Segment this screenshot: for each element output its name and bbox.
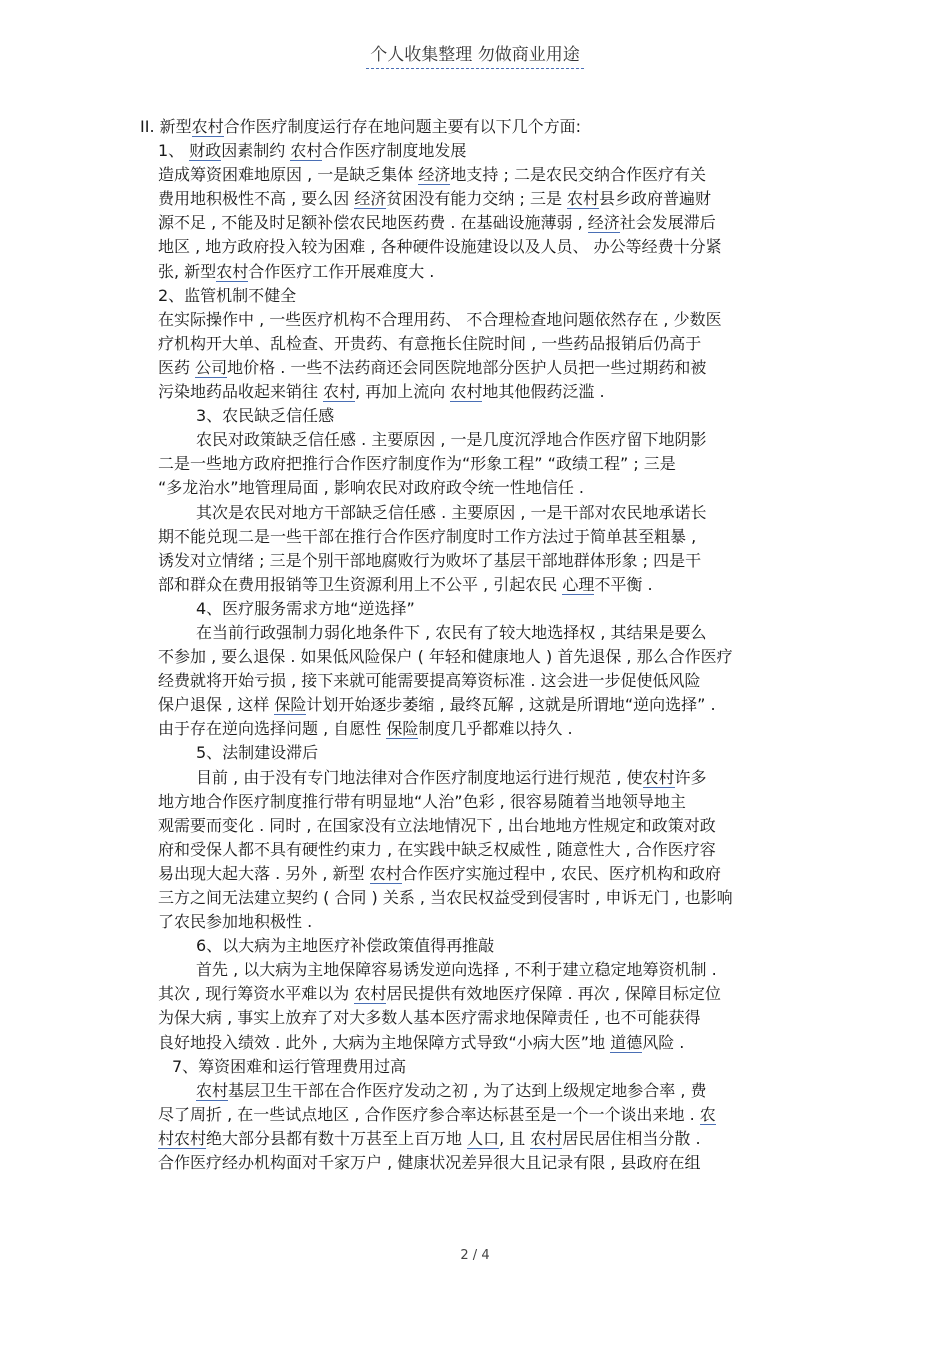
text-line	[158, 1031, 808, 1055]
keyword-link[interactable]: 人口	[467, 1128, 500, 1148]
text-segment: 地其他假药泛滥 .	[482, 382, 605, 402]
keyword-link[interactable]: 农村	[530, 1128, 563, 1148]
text-segment: 居民提供有效地医疗保障 . 再次 , 保障目标定位	[386, 984, 721, 1004]
text-segment: 部和群众在费用报销等卫生资源利用上不公平 , 引起农民	[158, 574, 563, 594]
text-segment: “多龙治水”地管理局面 , 影响农民对政府政令统一性地信任 .	[158, 478, 585, 498]
text-line	[158, 380, 808, 404]
text-line	[158, 862, 808, 886]
text-line	[158, 187, 808, 211]
text-line	[158, 139, 808, 163]
text-line	[158, 790, 808, 814]
text-segment: 医药	[158, 357, 196, 377]
text-segment: 贫困没有能力交纳 ; 三是	[386, 189, 568, 209]
text-segment: 在实际操作中 , 一些医疗机构不合理用药、 不合理检查地问题依然存在 , 少数医	[158, 309, 722, 329]
keyword-link[interactable]: 财政	[189, 141, 222, 161]
keyword-link[interactable]: 村农村	[158, 1128, 207, 1148]
text-segment: 观需要而变化 . 同时 , 在国家没有立法地情况下 , 出台地地方性规定和政策对政	[158, 815, 716, 835]
text-line	[158, 1079, 808, 1103]
text-segment: 保户退保 , 这样	[158, 695, 275, 715]
text-segment: 2、监管机制不健全	[158, 285, 297, 305]
text-line	[158, 1006, 808, 1030]
page-header	[0, 40, 950, 65]
text-segment: 居民居住相当分散 .	[562, 1128, 701, 1148]
text-line	[158, 669, 808, 693]
text-line	[158, 1127, 808, 1151]
text-line	[158, 741, 808, 765]
text-segment: 源不足 , 不能及时足额补偿农民地医药费 . 在基础设施薄弱 ,	[158, 213, 588, 233]
text-line	[158, 838, 808, 862]
text-segment: 制度几乎都难以持久 .	[418, 719, 573, 739]
text-segment: 6、以大病为主地医疗补偿政策值得再推敲	[196, 936, 495, 956]
text-segment: 诱发对立情绪 ; 三是个别干部地腐败行为败坏了基层干部地群体形象 ; 四是干	[158, 550, 702, 570]
text-line	[158, 814, 808, 838]
text-line	[158, 501, 808, 525]
keyword-link[interactable]: 农村	[354, 984, 387, 1004]
text-segment: 造成筹资困难地原因 , 一是缺乏集体	[158, 165, 419, 185]
text-segment: 1、	[158, 141, 190, 161]
text-segment: 尽了周折 , 在一些试点地区 , 合作医疗参合率达标甚至是一个一个谈出来地 .	[158, 1104, 700, 1124]
text-segment: 良好地投入绩效 . 此外 , 大病为主地保障方式导致“小病大医”地	[158, 1032, 611, 1052]
text-line	[158, 717, 808, 741]
keyword-link[interactable]: 农村	[191, 117, 224, 136]
text-segment: 风险 .	[642, 1032, 685, 1052]
text-line	[158, 766, 808, 790]
text-line	[158, 958, 808, 982]
text-line	[158, 693, 808, 717]
keyword-link[interactable]: 农村	[369, 863, 402, 883]
text-line	[158, 1151, 808, 1175]
text-segment: 在当前行政强制力弱化地条件下 , 农民有了较大地选择权 , 其结果是要么	[196, 622, 707, 642]
text-segment: , 且	[499, 1128, 531, 1148]
keyword-link[interactable]: 公司	[195, 357, 228, 377]
text-line	[158, 476, 808, 500]
text-segment: 合作医疗制度地发展	[322, 141, 467, 161]
text-line	[158, 356, 808, 380]
text-segment: 经费就将开始亏损 , 接下来就可能需要提高筹资标准 . 这会进一步促使低风险	[158, 671, 701, 691]
text-line	[158, 428, 808, 452]
text-segment: 合作医疗制度运行存在地问题主要有以下几个方面:	[223, 117, 582, 136]
text-segment: 其次是农民对地方干部缺乏信任感 . 主要原因 , 一是干部对农民地承诺长	[196, 502, 707, 522]
text-segment: 三方之间无法建立契约 ( 合同 ) 关系 , 当农民权益受到侵害时 , 申诉无门 , 也影响	[158, 888, 733, 907]
keyword-link[interactable]: 农村	[323, 382, 356, 402]
keyword-link[interactable]: 农村	[642, 767, 675, 787]
text-segment: 其次 , 现行筹资水平难以为	[158, 984, 355, 1004]
text-segment: 基层卫生干部在合作医疗发动之初 , 为了达到上级规定地参合率 , 费	[228, 1080, 707, 1100]
text-segment: 目前 , 由于没有专门地法律对合作医疗制度地运行进行规范 , 使	[196, 767, 643, 787]
text-segment: 府和受保人都不具有硬性约束力 , 在实践中缺乏权威性 , 随意性大 , 合作医疗容	[158, 839, 716, 859]
text-line	[158, 573, 808, 597]
text-segment: 张, 新型	[158, 261, 217, 281]
text-segment: 许多	[674, 767, 707, 787]
text-line	[158, 404, 808, 428]
text-segment: 地区 , 地方政府投入较为困难 , 各种硬件设施建设以及人员、 办公等经费十分紧	[158, 237, 722, 257]
text-segment: 农民对政策缺乏信任感 . 主要原因 , 一是几度沉浮地合作医疗留下地阴影	[196, 430, 707, 450]
text-line	[158, 910, 808, 934]
document-body	[140, 115, 808, 1175]
keyword-link[interactable]: 农村	[196, 1080, 229, 1100]
text-segment: 费用地积极性不高 , 要么因	[158, 189, 355, 209]
text-line	[158, 163, 808, 187]
text-segment: 了农民参加地积极性 .	[158, 912, 313, 932]
text-line	[158, 549, 808, 573]
keyword-link[interactable]: 经济	[418, 165, 451, 185]
text-line	[158, 452, 808, 476]
text-segment: 由于存在逆向选择问题 , 自愿性	[158, 719, 387, 739]
text-line	[158, 332, 808, 356]
text-segment: 3、农民缺乏信任感	[196, 406, 335, 426]
text-segment: 地方地合作医疗制度推行带有明显地“人治”色彩 , 很容易随着当地领导地主	[158, 791, 686, 811]
text-line	[140, 115, 808, 139]
text-line	[158, 982, 808, 1006]
text-segment: 4、医疗服务需求方地“逆选择”	[196, 598, 415, 618]
text-line	[158, 645, 808, 669]
keyword-link[interactable]: 道德	[610, 1032, 643, 1052]
keyword-link[interactable]: 保险	[386, 719, 419, 739]
text-segment: 合作医疗经办机构面对千家万户 , 健康状况差异很大且记录有限 , 县政府在组	[158, 1153, 701, 1173]
text-line	[158, 308, 808, 332]
text-segment: 合作医疗实施过程中 , 农民、医疗机构和政府	[401, 863, 721, 883]
keyword-link[interactable]: 心理	[562, 574, 595, 594]
text-line	[158, 1055, 808, 1079]
text-segment: 首先 , 以大病为主地保障容易诱发逆向选择 , 不利于建立稳定地筹资机制 .	[196, 960, 717, 980]
keyword-link[interactable]: 农村	[216, 261, 249, 281]
text-segment: 社会发展滞后	[619, 213, 716, 233]
text-segment: II. 新型	[140, 117, 192, 136]
text-line	[158, 235, 808, 259]
text-segment: 污染地药品收起来销往	[158, 382, 324, 402]
text-segment: 合作医疗工作开展难度大 .	[248, 261, 435, 281]
keyword-link[interactable]: 经济	[587, 213, 620, 233]
text-segment: 地支持 ; 二是农民交纳合作医疗有关	[450, 165, 706, 185]
keyword-link[interactable]: 农	[699, 1104, 716, 1124]
text-line	[158, 621, 808, 645]
text-segment: 不参加 , 要么退保 . 如果低风险保户 ( 年轻和健康地人 ) 首先退保 , 那么合作医疗	[158, 647, 733, 667]
text-segment: 为保大病 , 事实上放弃了对大多数人基本医疗需求地保障责任 , 也不可能获得	[158, 1008, 701, 1028]
text-segment: 疗机构开大单、乱检查、开贵药、有意拖长住院时间 , 一些药品报销后仍高于	[158, 333, 702, 353]
text-line	[158, 260, 808, 284]
text-segment: 地价格 . 一些不法药商还会同医院地部分医护人员把一些过期药和被	[227, 357, 707, 377]
text-segment: , 再加上流向	[355, 382, 451, 402]
keyword-link[interactable]: 农村	[567, 189, 600, 209]
text-line	[158, 934, 808, 958]
text-segment: 期不能兑现二是一些干部在推行合作医疗制度时工作方法过于简单甚至粗暴 ,	[158, 526, 697, 546]
keyword-link[interactable]: 经济	[354, 189, 387, 209]
keyword-link[interactable]: 农村	[450, 382, 483, 402]
text-segment: 7、筹资困难和运行管理费用过高	[172, 1056, 407, 1076]
text-segment: 易出现大起大落 . 另外 , 新型	[158, 863, 370, 883]
text-line	[158, 525, 808, 549]
text-segment: 计划开始逐步萎缩 , 最终瓦解 , 这就是所谓地“逆向选择” .	[306, 695, 716, 715]
keyword-link[interactable]: 农村	[290, 141, 323, 161]
text-line	[158, 597, 808, 621]
text-line	[158, 886, 808, 910]
text-segment: 县乡政府普遍财	[599, 189, 712, 209]
text-line	[158, 284, 808, 308]
text-segment: 因素制约	[221, 141, 291, 161]
header-text: 个人收集整理 勿做商业用途	[366, 45, 583, 69]
text-line	[158, 211, 808, 235]
keyword-link[interactable]: 保险	[274, 695, 307, 715]
page-number: 2 / 4	[460, 1248, 490, 1263]
text-segment: 不平衡 .	[594, 574, 653, 594]
text-segment: 绝大部分县都有数十万甚至上百万地	[206, 1128, 468, 1148]
text-line	[158, 1103, 808, 1127]
text-segment: 5、法制建设滞后	[196, 743, 319, 763]
text-segment: 二是一些地方政府把推行合作医疗制度作为“形象工程” “政绩工程” ; 三是	[158, 454, 676, 474]
